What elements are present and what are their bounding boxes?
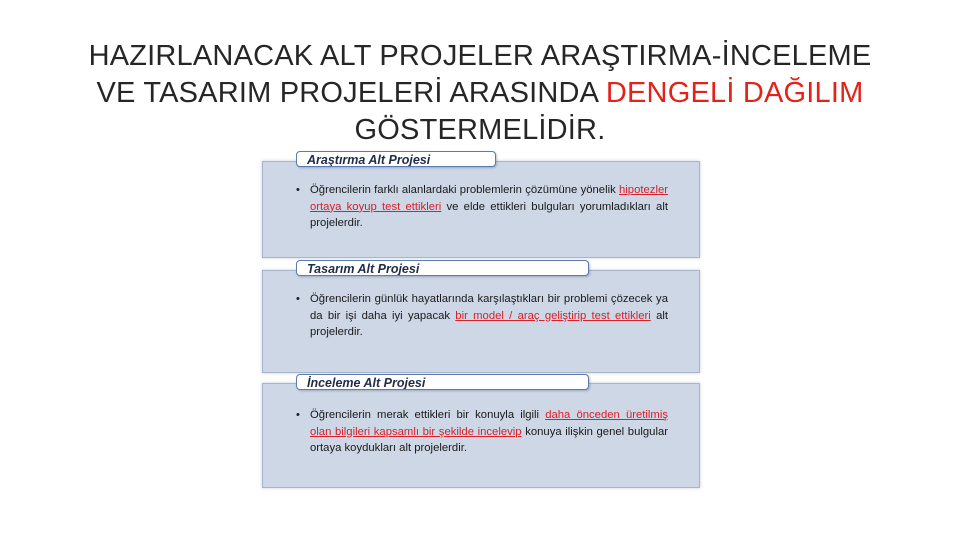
title-line-2-highlight: DENGELİ DAĞILIM [605,77,864,109]
panel-inceleme-highlight: daha önceden üretilmiş olan bilgileri kapsamlı bir şekilde incelevip [310,409,668,438]
panel-arastirma-bullet [296,182,668,232]
panel-inceleme-heading: İnceleme Alt Projesi [296,374,589,390]
title-line-2-prefix: VE TASARIM PROJELERİ ARASINDA [96,77,606,109]
panel-tasarim-text [310,291,668,341]
panel-tasarim-text-part2: alt projelerdir. [310,309,668,338]
bullet-icon: • [296,293,300,305]
panel-arastirma-highlight: hipotezler ortaya koyup test ettikleri [310,184,668,213]
panel-tasarim-heading: Tasarım Alt Projesi [296,260,589,276]
panel-arastirma-text-part2: ve elde ettikleri bulguları yorumladıkları alt projelerdir. [310,200,668,229]
panel-inceleme-text [310,407,668,457]
panel-tasarim-bullet [296,291,668,341]
panel-tasarim-text-part1: Öğrencilerin günlük hayatlarında karşılaştıkları bir problemi çözecek ya da bir işi daha iyi yapacak [310,293,668,322]
panel-arastirma-heading: Araştırma Alt Projesi [296,151,496,167]
title-line-3: GÖSTERMELİDİR. [354,114,606,146]
panel-inceleme-text-part1: Öğrencilerin merak ettikleri bir konuyla ilgili [310,409,546,421]
slide-title [40,38,920,149]
bullet-icon: • [296,409,300,421]
panel-inceleme-text-part2: konuya ilişkin genel bulgular ortaya koydukları alt projelerdir. [310,425,668,454]
panel-tasarim-highlight: bir model / araç geliştirip test ettikleri [455,309,651,322]
panel-arastirma-text [310,182,668,232]
panel-arastirma-text-part1: Öğrencilerin farklı alanlardaki problemlerin çözümüne yönelik [310,184,620,196]
title-line-1: HAZIRLANACAK ALT PROJELER ARAŞTIRMA-İNCELEME [88,40,872,72]
bullet-icon: • [296,184,300,196]
panel-inceleme-bullet [296,407,668,457]
